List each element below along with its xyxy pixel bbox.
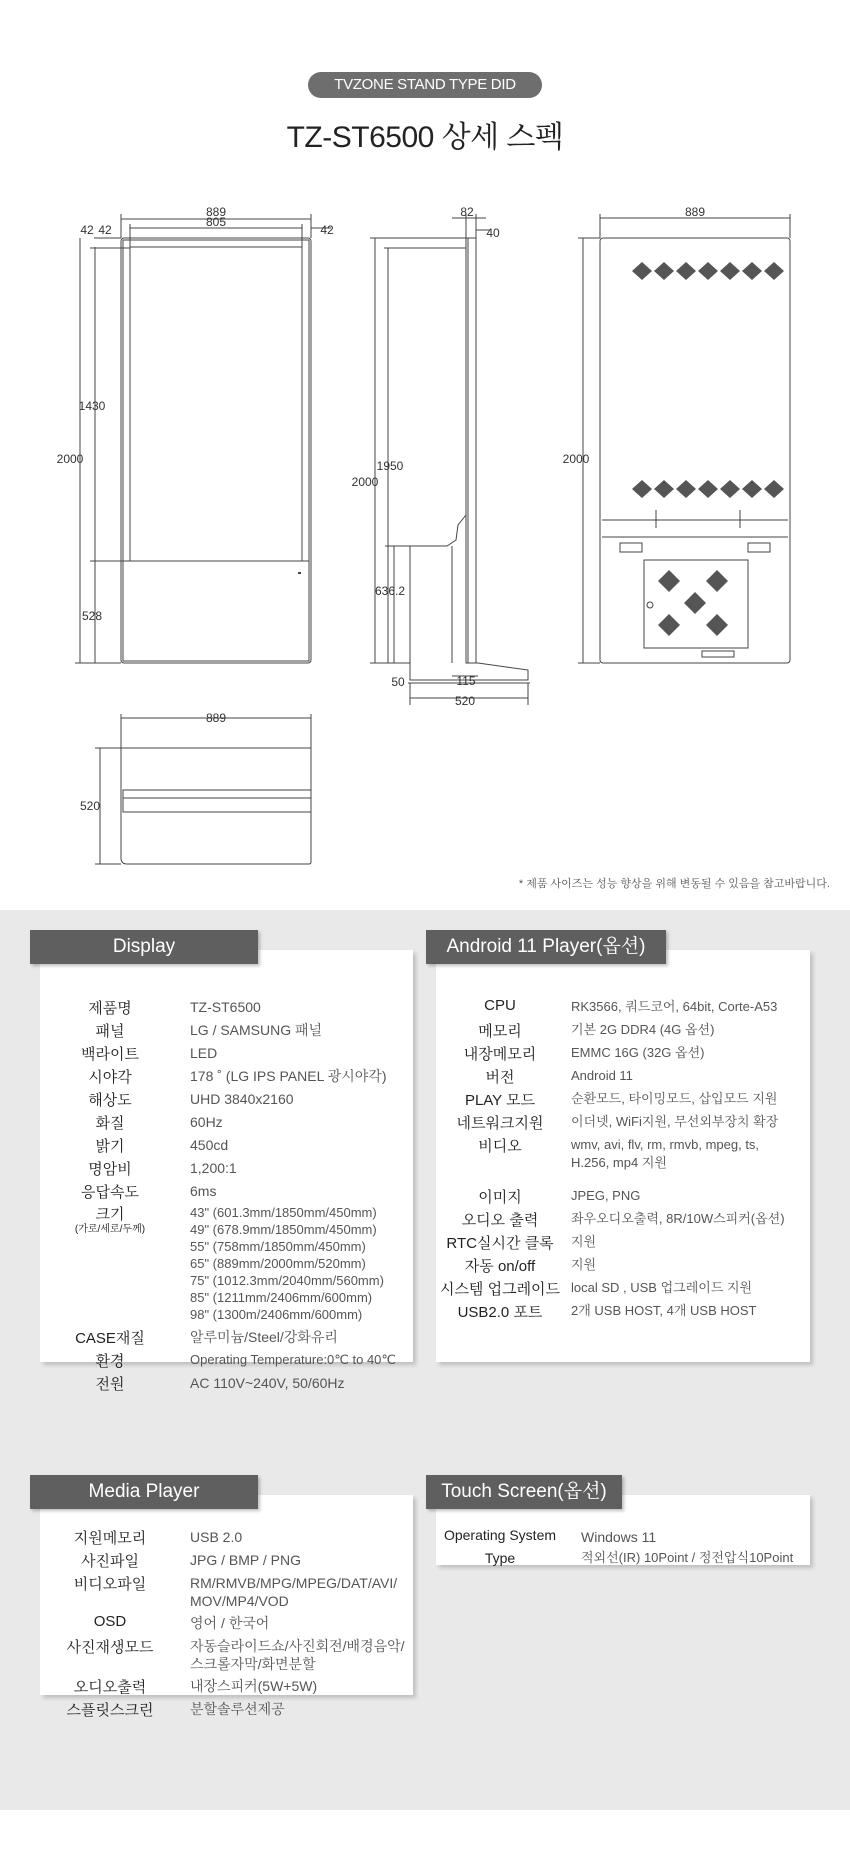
- dim-side-base-mid: 115: [456, 674, 476, 688]
- spec-value: local SD , USB 업그레이드 지원: [571, 1280, 753, 1295]
- dim-front-bottom-height: 528: [81, 609, 103, 623]
- spec-label: 시야각: [88, 1069, 132, 1086]
- spec-value: LG / SAMSUNG 패널: [190, 1022, 323, 1038]
- spec-label: 네트워크지원: [456, 1115, 544, 1132]
- touch-screen-panel: [436, 1481, 810, 1566]
- spec-label: USB2.0 포트: [457, 1304, 543, 1321]
- spec-label: CASE재질: [75, 1330, 145, 1347]
- spec-label: OSD: [93, 1613, 127, 1630]
- spec-value: JPG / BMP / PNG: [190, 1552, 301, 1568]
- spec-label: 해상도: [88, 1092, 132, 1109]
- spec-label: Type: [484, 1550, 516, 1566]
- dim-front-screen-height: 1430: [78, 399, 106, 413]
- touch-screen-panel-header: Touch Screen(옵션): [426, 1475, 622, 1509]
- spec-value: 좌우오디오출력, 8R/10W스피커(옵션): [571, 1211, 785, 1226]
- display-panel-header: Display: [30, 930, 258, 964]
- spec-value: 적외선(IR) 10Point / 정전압식10Point: [581, 1550, 794, 1565]
- spec-label: 전원: [95, 1376, 125, 1393]
- spec-label: 메모리: [478, 1023, 522, 1040]
- spec-label: 백라이트: [81, 1046, 139, 1063]
- spec-label: PLAY 모드: [464, 1092, 536, 1109]
- dim-side-base-front: 50: [391, 675, 405, 689]
- spec-value: RM/RMVB/MPG/MPEG/DAT/AVI/ MOV/MP4/VOD: [190, 1575, 398, 1609]
- spec-label: 비디오: [478, 1138, 522, 1155]
- spec-label-text: 크기: [95, 1206, 125, 1223]
- spec-value: Android 11: [571, 1068, 633, 1083]
- dim-front-bezel-left2: 42: [80, 223, 94, 237]
- spec-label: 패널: [95, 1023, 125, 1040]
- spec-label: 응답속도: [81, 1184, 139, 1201]
- spec-value: 자동슬라이드쇼/사진회전/배경음악/ 스크롤자막/화면분할: [190, 1638, 405, 1672]
- spec-label: CPU: [484, 997, 516, 1014]
- spec-value: 178 ˚ (LG IPS PANEL 광시야각): [190, 1068, 387, 1084]
- dim-front-bezel-left: 42: [98, 223, 112, 237]
- spec-value: 순환모드, 타이밍모드, 삽입모드 지원: [571, 1091, 778, 1106]
- spec-label: 내장메모리: [463, 1046, 537, 1063]
- back-vent-pattern: [632, 262, 784, 636]
- android-panel-header: Android 11 Player(옵션): [426, 930, 666, 964]
- spec-label: 환경: [95, 1353, 125, 1370]
- spec-value: 내장스피커(5W+5W): [190, 1678, 318, 1694]
- spec-value: USB 2.0: [190, 1529, 243, 1545]
- dim-side-depth-top: 82: [460, 205, 474, 219]
- spec-value: AC 110V~240V, 50/60Hz: [190, 1375, 345, 1391]
- dim-side-height-2000: 2000: [351, 475, 379, 489]
- spec-value: Windows 11: [581, 1529, 657, 1545]
- display-panel: [40, 936, 413, 1393]
- spec-value: Operating Temperature:0℃ to 40℃: [190, 1352, 397, 1367]
- spec-value: 기본 2G DDR4 (4G 옵션): [571, 1022, 715, 1037]
- spec-label: 사진재생모드: [66, 1639, 154, 1656]
- spec-value: LED: [190, 1045, 218, 1061]
- spec-value: 2개 USB HOST, 4개 USB HOST: [571, 1303, 757, 1318]
- dim-side-height-1950: 1950: [376, 459, 404, 473]
- spec-value: 6ms: [190, 1183, 217, 1199]
- back-view: [578, 214, 790, 663]
- spec-value: RK3566, 쿼드코어, 64bit, Corte-A53: [571, 999, 778, 1014]
- dim-front-bezel-right: 42: [320, 223, 334, 237]
- spec-label: 사진파일: [81, 1553, 139, 1570]
- dim-front-total-height: 2000: [56, 452, 84, 466]
- spec-value: 1,200:1: [190, 1160, 237, 1176]
- spec-label: [60, 1203, 160, 1236]
- dim-side-base-depth: 520: [454, 694, 476, 708]
- spec-label: 스플릿스크린: [66, 1702, 154, 1719]
- spec-label: 버전: [485, 1069, 515, 1086]
- media-player-panel-header: Media Player: [30, 1475, 258, 1509]
- dim-top-depth: 520: [79, 799, 101, 813]
- spec-label: Operating System: [443, 1527, 557, 1543]
- page-title: TZ-ST6500 상세 스펙: [286, 121, 564, 154]
- dim-side-depth-panel: 40: [486, 226, 500, 240]
- spec-value: wmv, avi, flv, rm, rmvb, mpeg, ts, H.256, mp4 지원: [571, 1137, 760, 1170]
- spec-label: 화질: [95, 1115, 125, 1132]
- top-view: [95, 714, 311, 864]
- dimension-drawings: [0, 200, 850, 890]
- dim-front-screen-width: 805: [205, 215, 227, 229]
- dim-back-width: 889: [684, 205, 706, 219]
- spec-value: 영어 / 한국어: [190, 1615, 270, 1631]
- media-player-panel: [40, 1481, 413, 1719]
- size-disclaimer-note: * 제품 사이즈는 성능 향상을 위해 변동될 수 있음을 참고바랍니다.: [518, 878, 830, 890]
- spec-label: 오디오 출력: [461, 1212, 539, 1229]
- dim-side-stand-height: 636.2: [374, 584, 406, 598]
- spec-section: [0, 910, 850, 1810]
- spec-value: UHD 3840x2160: [190, 1091, 294, 1107]
- dim-top-width: 889: [205, 711, 227, 725]
- spec-label: 제품명: [88, 1000, 132, 1017]
- spec-label: 명암비: [88, 1161, 132, 1178]
- drawing-section: [0, 0, 850, 910]
- spec-label: 지원메모리: [73, 1530, 147, 1547]
- spec-label: 오디오출력: [73, 1679, 147, 1696]
- spec-value: 알루미늄/Steel/강화유리: [190, 1329, 338, 1345]
- spec-label: 밝기: [95, 1138, 125, 1155]
- spec-value: 60Hz: [190, 1114, 223, 1130]
- spec-value: 이더넷, WiFi지원, 무선외부장치 확장: [571, 1114, 779, 1129]
- spec-sublabel: (가로/세로/두께): [74, 1224, 146, 1235]
- spec-label: 시스템 업그레이드: [439, 1281, 561, 1298]
- spec-value: 지원: [571, 1234, 597, 1249]
- dim-front-width: 889: [205, 205, 227, 219]
- spec-value: EMMC 16G (32G 옵션): [571, 1045, 705, 1060]
- spec-label: RTC실시간 클록: [446, 1235, 554, 1252]
- front-view: [75, 214, 331, 663]
- spec-value: 분할솔루션제공: [190, 1701, 285, 1717]
- spec-value: 43" (601.3mm/1850mm/450mm) 49" (678.9mm/1850mm/450mm) 55" (758mm/1850mm/450mm) 65" (889mm/2000mm/520mm) 75" (1012.3mm/2040mm/560mm) 85" (1211mm/2406mm/600mm) 98" (1300m/2406mm/600mm): [190, 1205, 384, 1322]
- dim-back-height: 2000: [562, 452, 590, 466]
- android-panel: [436, 936, 810, 1362]
- spec-label: 비디오파일: [73, 1576, 147, 1593]
- spec-label: 이미지: [478, 1189, 522, 1206]
- spec-value: 지원: [571, 1257, 597, 1272]
- spec-label: 자동 on/off: [464, 1258, 536, 1275]
- spec-value: TZ-ST6500: [190, 999, 261, 1015]
- spec-value: JPEG, PNG: [571, 1188, 641, 1203]
- product-type-badge: TVZONE STAND TYPE DID: [308, 72, 542, 98]
- spec-value: 450cd: [190, 1137, 229, 1153]
